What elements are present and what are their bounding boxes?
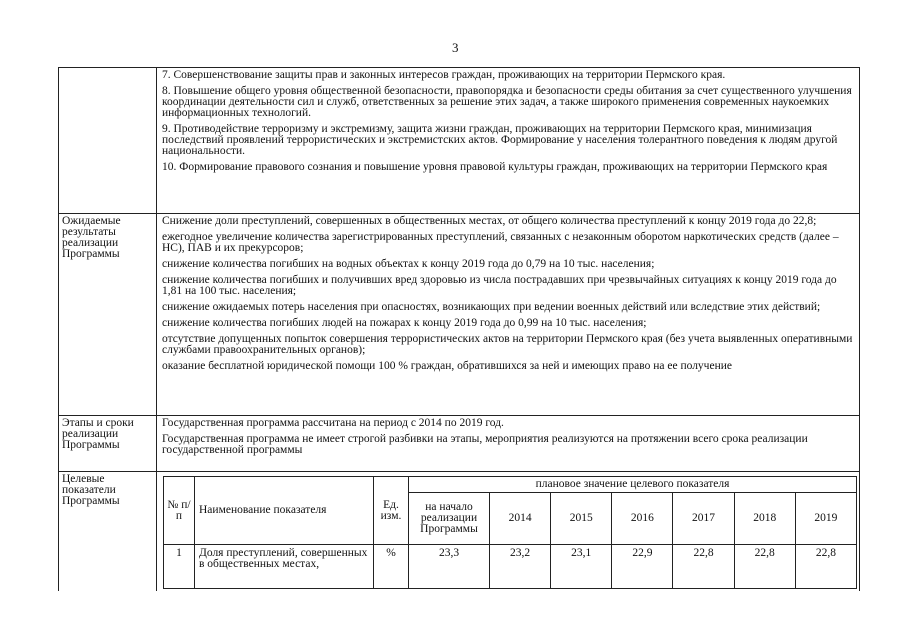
row-start-value: 23,3 — [409, 545, 490, 589]
result-item: снижение ожидаемых потерь населения при опасностях, возникающих при ведении военных действий или вследствие этих действий; — [162, 301, 821, 313]
row-year-value: 23,2 — [490, 545, 551, 589]
row-year-value: 22,8 — [795, 545, 856, 589]
indicators-row — [59, 472, 859, 591]
result-item: оказание бесплатной юридической помощи 100 % граждан, обратившихся за ней и имеющих право на ее получение — [162, 360, 732, 372]
expected-results-label: Ожидаемые результаты реализации Программы — [59, 214, 157, 415]
expected-results-row — [59, 214, 859, 416]
row-num: 1 — [164, 545, 195, 589]
year-header: 2017 — [673, 493, 734, 545]
result-item: отсутствие допущенных попыток совершения террористических актов на территории Пермского края (без учета выявленных оперативными службами правоохранительных органов); — [162, 333, 853, 356]
year-header: 2018 — [734, 493, 795, 545]
planned-header: плановое значение целевого показателя — [409, 477, 857, 493]
year-header: 2015 — [551, 493, 612, 545]
objectives-content — [159, 68, 857, 178]
objective-item: 10. Формирование правового сознания и повышение уровня правовой культуры граждан, проживающих на территории Пермского края — [162, 161, 828, 173]
year-header: 2016 — [612, 493, 673, 545]
objectives-label-cell — [59, 68, 157, 213]
page-number: 3 — [452, 40, 459, 55]
passport-table — [58, 67, 860, 591]
start-header: на начало реализации Программы — [409, 493, 490, 545]
objectives-row — [59, 68, 859, 214]
result-item: снижение количества погибших на водных объектах к концу 2019 года до 0,79 на 10 тыс. населения; — [162, 258, 655, 270]
stages-label: Этапы и сроки реализации Программы — [59, 416, 157, 471]
name-header: Наименование показателя — [195, 477, 374, 545]
year-header: 2014 — [490, 493, 551, 545]
year-header: 2019 — [795, 493, 856, 545]
stage-item: Государственная программа не имеет строгой разбивки на этапы, мероприятия реализуются на протяжении всего срока реализации государственной программы — [162, 433, 808, 456]
indicators-label: Целевые показатели Программы — [59, 472, 157, 591]
result-item: Снижение доли преступлений, совершенных в общественных местах, от общего количества преступлений к концу 2019 года до 22,8; — [162, 215, 817, 227]
objective-item: 8. Повышение общего уровня общественной безопасности, правопорядка и безопасности среды обитания за счет существенного улучшения координации деятельности сил и служб, ответственных за решение этих задач, а также широкого применения современных наукоемких информационных технологий. — [162, 85, 852, 119]
result-item: снижение количества погибших людей на пожарах к концу 2019 года до 0,99 на 10 тыс. населения; — [162, 317, 647, 329]
stages-row — [59, 416, 859, 472]
row-year-value: 22,8 — [673, 545, 734, 589]
table-row — [164, 545, 857, 589]
indicators-table — [163, 476, 857, 589]
objective-item: 9. Противодействие терроризму и экстремизму, защита жизни граждан, проживающих на территории Пермского края, минимизация последствий проявлений террористических и экстремистских актов. Формирование у населения толерантного поведения к людям другой национальности. — [162, 123, 838, 157]
expected-results-content — [159, 214, 857, 377]
row-year-value: 22,8 — [734, 545, 795, 589]
objective-item: 7. Совершенствование защиты прав и законных интересов граждан, проживающих на территории Пермского края. — [162, 69, 726, 81]
result-item: снижение количества погибших и получивших вред здоровью из числа пострадавших при чрезвычайных ситуациях к концу 2019 года до 1,81 на 100 тыс. населения; — [162, 274, 837, 297]
stage-item: Государственная программа рассчитана на период с 2014 по 2019 год. — [162, 417, 504, 429]
row-year-value: 23,1 — [551, 545, 612, 589]
row-name: Доля преступлений, совершенных в общественных местах, — [195, 545, 374, 589]
result-item: ежегодное увеличение количества зарегистрированных преступлений, связанных с незаконным оборотом наркотических средств (далее – НС), ПАВ и их прекурсоров; — [162, 231, 839, 254]
num-header: № п/п — [164, 477, 195, 545]
row-year-value: 22,9 — [612, 545, 673, 589]
row-unit: % — [374, 545, 409, 589]
unit-header: Ед. изм. — [374, 477, 409, 545]
stages-content — [159, 416, 857, 461]
